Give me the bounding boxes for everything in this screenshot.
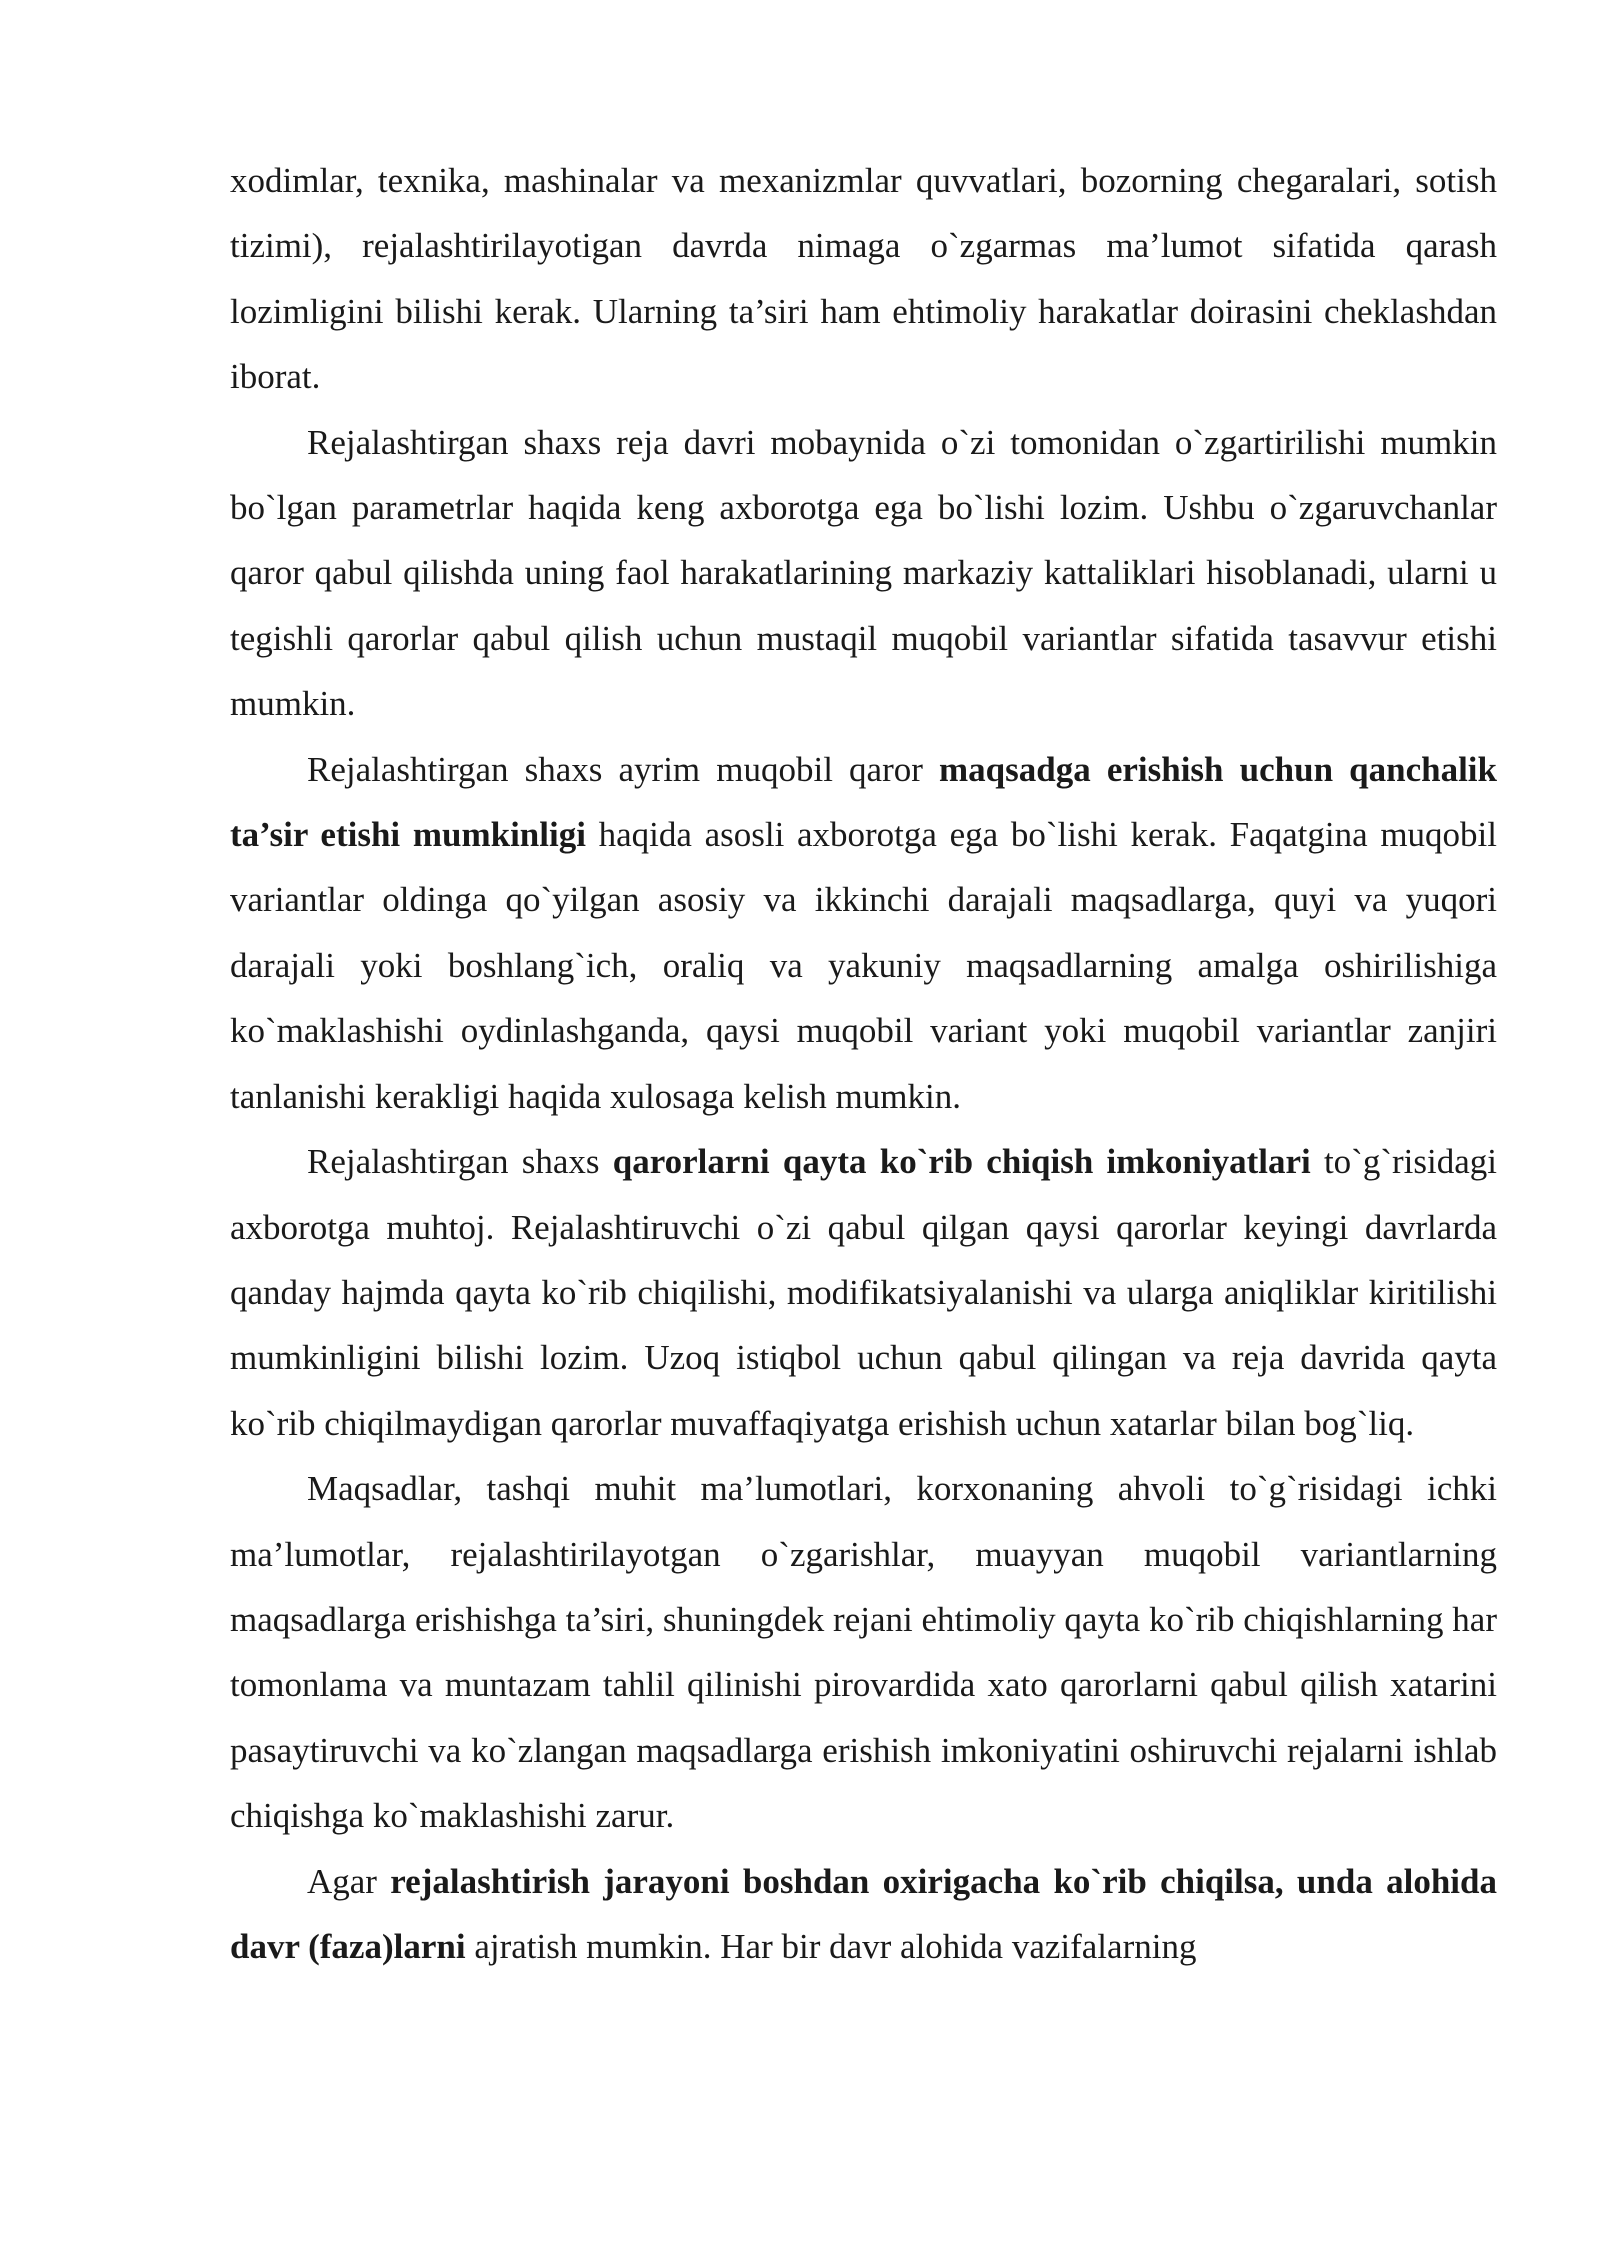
paragraph-5-text: Maqsadlar, tashqi muhit ma’lumotlari, korxonaning ahvoli to`g`risidagi ichki ma’lumotlar, rejalashtirilayotgan o`zgarishlar, muayyan muqobil variantlarning maqsadlarga erishishga ta’siri, shuningdek rejani ehtimoliy qayta ko`rib chiqishlarning har tomonlama va muntazam tahlil qilinishi pirovardida xato qarorlarni qabul qilish xatarini pasaytiruvchi va ko`zlangan maqsadlarga erishish imkoniyatini oshiruvchi rejalarni ishlab chiqishga ko`maklashishi zarur. xyxy=(230,1469,1497,1836)
paragraph-2 xyxy=(230,410,1497,737)
paragraph-3-text-start: Rejalashtirgan shaxs ayrim muqobil qaror xyxy=(307,749,940,789)
paragraph-6-bold-phrase: rejalashtirish jarayoni boshdan oxirigacha ko`rib chiqilsa, unda alohida davr (faza)larni xyxy=(230,1861,1497,1966)
paragraph-3-bold-phrase: maqsadga erishish uchun qanchalik ta’sir etishi mumkinligi xyxy=(230,749,1497,855)
paragraph-1-text: xodimlar, texnika, mashinalar va mexanizmlar quvvatlari, bozorning chegaralari, sotish tizimi), rejalashtirilayotigan davrda nimaga o`zgarmas ma’lumot sifatida qarash lozimligini bilishi kerak. Ularning ta’siri ham ehtimoliy harakatlar doirasini cheklashdan iborat. xyxy=(230,161,1497,397)
paragraph-6-text-start: Agar xyxy=(307,1861,391,1901)
paragraph-2-text: Rejalashtirgan shaxs reja davri mobaynida o`zi tomonidan o`zgartirilishi mumkin bo`lgan parametrlar haqida keng axborotga ega bo`lishi lozim. Ushbu o`zgaruvchanlar qaror qabul qilishda uning faol harakatlarining markaziy kattaliklari hisoblanadi, ularni u tegishli qarorlar qabul qilish uchun mustaqil muqobil variantlar sifatida tasavvur etishi mumkin. xyxy=(230,422,1497,724)
paragraph-1 xyxy=(230,148,1497,410)
paragraph-4 xyxy=(230,1129,1497,1456)
paragraph-6-text-end: ajratish mumkin. Har bir davr alohida vazifalarning xyxy=(465,1926,1197,1966)
paragraph-5 xyxy=(230,1456,1497,1848)
paragraph-6 xyxy=(230,1849,1497,1980)
paragraph-3-text-end: haqida asosli axborotga ega bo`lishi kerak. Faqatgina muqobil variantlar oldinga qo`yilgan asosiy va ikkinchi darajali maqsadlarga, quyi va yuqori darajali yoki boshlang`ich, oraliq va yakuniy maqsadlarning amalga oshirilishiga ko`maklashishi oydinlashganda, qaysi muqobil variant yoki muqobil variantlar zanjiri tanlanishi kerakligi haqida xulosaga kelish mumkin. xyxy=(230,815,1497,1116)
document-page xyxy=(230,148,1497,1979)
paragraph-4-text-end: to`g`risidagi axborotga muhtoj. Rejalashtiruvchi o`zi qabul qilgan qaysi qarorlar keyingi davrlarda qanday hajmda qayta ko`rib chiqilishi, modifikatsiyalanishi va ularga aniqliklar kiritilishi mumkinligini bilishi lozim. Uzoq istiqbol uchun qabul qilingan va reja davrida qayta ko`rib chiqilmaydigan qarorlar muvaffaqiyatga erishish uchun xatarlar bilan bog`liq. xyxy=(230,1142,1497,1443)
paragraph-4-bold-phrase: qarorlarni qayta ko`rib chiqish imkoniyatlari xyxy=(612,1142,1311,1182)
paragraph-4-text-start: Rejalashtirgan shaxs xyxy=(307,1142,613,1182)
paragraph-3 xyxy=(230,737,1497,1129)
